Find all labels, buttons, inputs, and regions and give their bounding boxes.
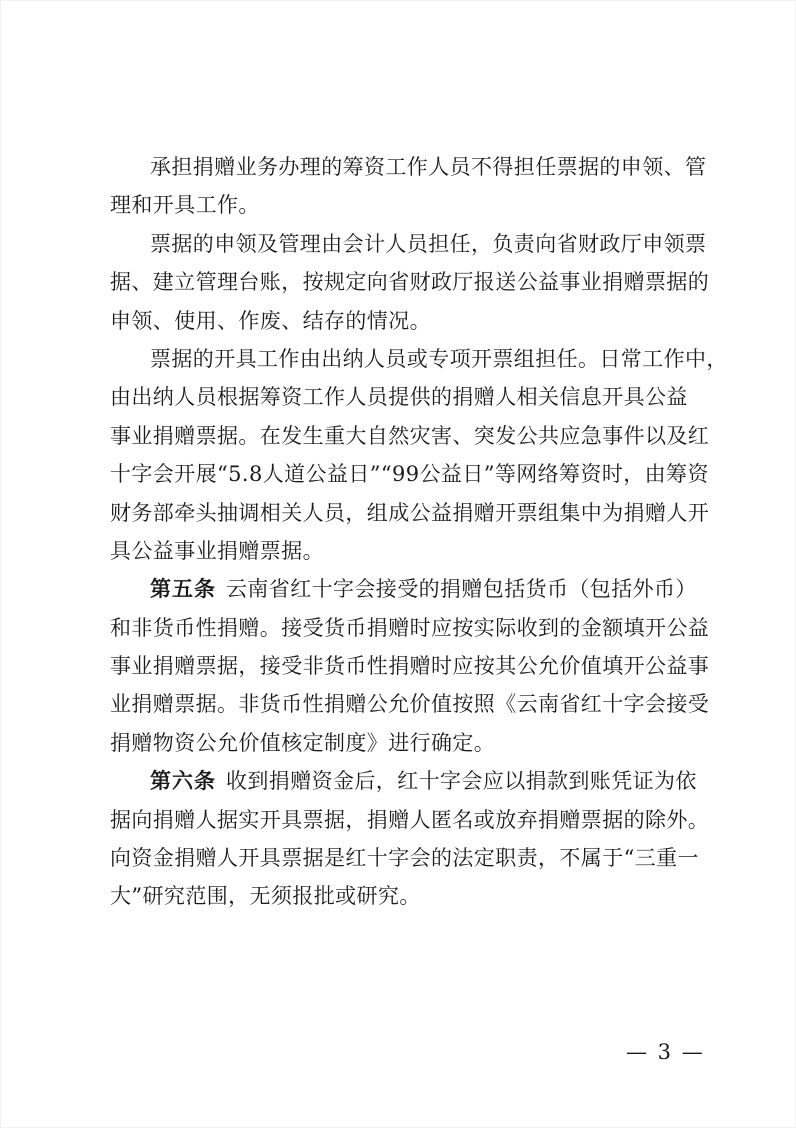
text-line: 票据的开具工作由出纳人员或专项开票组担任。日常工作中，	[150, 346, 728, 371]
text-line: 事业捐赠票据。在发生重大自然灾害、突发公共应急事件以及红	[110, 423, 710, 448]
paragraph-3	[110, 340, 728, 570]
paragraph-article-6	[110, 762, 710, 916]
text-line: 大”研究范围，无须报批或研究。	[110, 884, 421, 909]
page-number: — 3 —	[626, 1040, 705, 1064]
text-segment: 收到捐赠资金后，红十字会应以捐款到账凭证为依	[226, 769, 697, 794]
text-line: 承担捐赠业务办理的筹资工作人员不得担任票据的申领、管	[150, 155, 707, 179]
article-number: 第五条	[150, 577, 216, 602]
text-line: 财务部牵头抽调相关人员，组成公益捐赠开票组集中为捐赠人开	[110, 500, 710, 525]
text-line: 理和开具工作。	[110, 193, 260, 218]
paragraph-article-5	[110, 570, 710, 762]
text-line: 据向捐赠人据实开具票据，捐赠人匿名或放弃捐赠票据的除外。	[110, 807, 710, 832]
text-line	[110, 570, 697, 608]
text-line: 捐赠物资公允价值核定制度》进行确定。	[110, 730, 496, 755]
text-line: 事业捐赠票据，接受非货币性捐赠时应按其公允价值填开公益事	[110, 654, 710, 679]
paragraph-1	[110, 148, 707, 225]
text-line: 向资金捐赠人开具票据是红十字会的法定职责，不属于“三重一	[110, 846, 699, 871]
article-number: 第六条	[150, 769, 216, 794]
text-segment: 云南省红十字会接受的捐赠包括货币（包括外币）	[226, 577, 697, 602]
text-line: 由出纳人员根据筹资工作人员提供的捐赠人相关信息开具公益	[110, 385, 688, 410]
text-line: 据、建立管理台账，按规定向省财政厅报送公益事业捐赠票据的	[110, 270, 710, 295]
paragraph-2	[110, 225, 710, 340]
text-line	[110, 762, 697, 800]
text-line: 业捐赠票据。非货币性捐赠公允价值按照《云南省红十字会接受	[110, 692, 710, 717]
text-line: 和非货币性捐赠。接受货币捐赠时应按实际收到的金额填开公益	[110, 615, 710, 640]
text-line: 十字会开展“5.8人道公益日”“99公益日”等网络筹资时，由筹资	[110, 462, 709, 487]
document-body	[110, 148, 728, 916]
text-line: 申领、使用、作废、结存的情况。	[110, 308, 431, 333]
text-line: 具公益事业捐赠票据。	[110, 538, 324, 563]
text-line: 票据的申领及管理由会计人员担任，负责向省财政厅申领票	[150, 231, 707, 256]
